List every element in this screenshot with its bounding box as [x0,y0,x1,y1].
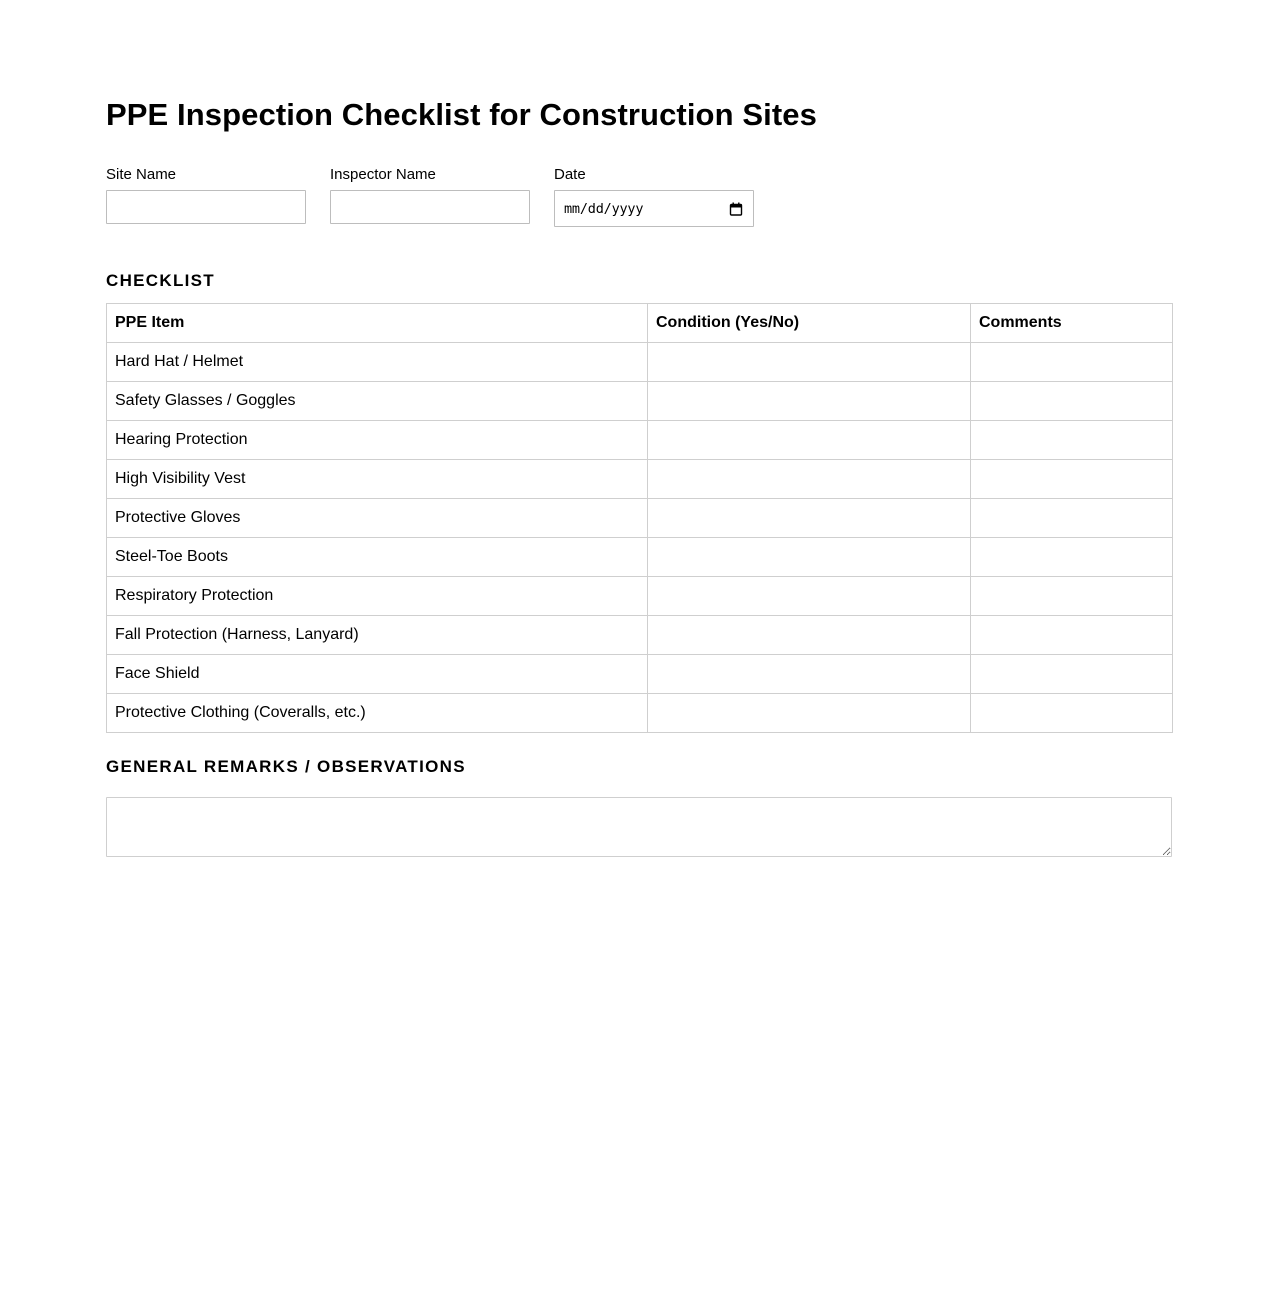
remarks-textarea[interactable] [106,797,1172,857]
table-row [107,343,1173,382]
column-header-condition: Condition (Yes/No) [648,304,971,343]
table-row [107,694,1173,733]
page-title: PPE Inspection Checklist for Construction Sites [106,97,817,132]
condition-cell[interactable] [648,694,971,733]
ppe-item-cell: Respiratory Protection [107,577,648,616]
inspector-name-label: Inspector Name [330,166,436,183]
header-fields [106,166,1172,227]
ppe-checklist-form [106,94,1172,857]
table-row [107,382,1173,421]
date-label: Date [554,166,586,183]
comments-cell[interactable] [971,655,1173,694]
ppe-item-cell: Protective Gloves [107,499,648,538]
table-row [107,616,1173,655]
condition-cell[interactable] [648,499,971,538]
condition-cell[interactable] [648,382,971,421]
comments-cell[interactable] [971,616,1173,655]
comments-cell[interactable] [971,538,1173,577]
ppe-item-cell: High Visibility Vest [107,460,648,499]
comments-cell[interactable] [971,421,1173,460]
inspector-name-input[interactable] [330,190,530,224]
table-header-row [107,304,1173,343]
site-name-group [106,166,306,227]
date-input[interactable] [554,190,754,227]
checklist-heading: CHECKLIST [106,271,215,290]
condition-cell[interactable] [648,655,971,694]
ppe-item-cell: Steel-Toe Boots [107,538,648,577]
condition-cell[interactable] [648,616,971,655]
comments-cell[interactable] [971,499,1173,538]
inspector-name-group [330,166,530,227]
site-name-input[interactable] [106,190,306,224]
table-row [107,460,1173,499]
ppe-item-cell: Hard Hat / Helmet [107,343,648,382]
checklist-table [106,303,1173,733]
date-placeholder: mm/dd/yyyy [564,200,644,217]
comments-cell[interactable] [971,460,1173,499]
table-row [107,499,1173,538]
column-header-comments: Comments [971,304,1173,343]
site-name-label: Site Name [106,166,177,183]
ppe-item-cell: Face Shield [107,655,648,694]
comments-cell[interactable] [971,343,1173,382]
condition-cell[interactable] [648,538,971,577]
column-header-ppe-item: PPE Item [107,304,648,343]
comments-cell[interactable] [971,382,1173,421]
comments-cell[interactable] [971,694,1173,733]
ppe-item-cell: Fall Protection (Harness, Lanyard) [107,616,648,655]
table-row [107,538,1173,577]
table-row [107,655,1173,694]
ppe-item-cell: Safety Glasses / Goggles [107,382,648,421]
table-row [107,577,1173,616]
comments-cell[interactable] [971,577,1173,616]
remarks-heading: GENERAL REMARKS / OBSERVATIONS [106,757,466,776]
condition-cell[interactable] [648,460,971,499]
ppe-item-cell: Hearing Protection [107,421,648,460]
date-group [554,166,754,227]
condition-cell[interactable] [648,343,971,382]
ppe-item-cell: Protective Clothing (Coveralls, etc.) [107,694,648,733]
condition-cell[interactable] [648,421,971,460]
table-row [107,421,1173,460]
calendar-icon[interactable] [729,202,743,216]
condition-cell[interactable] [648,577,971,616]
